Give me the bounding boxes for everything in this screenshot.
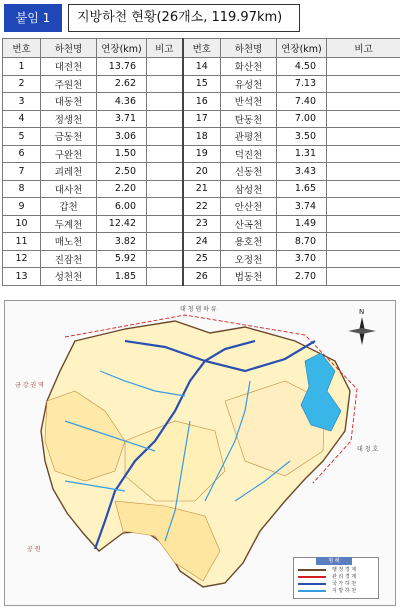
cell-length: 4.36 (97, 93, 147, 111)
cell-river-name: 갑천 (41, 198, 97, 216)
cell-river-name: 탄동천 (221, 110, 277, 128)
cell-river-name: 정생천 (41, 110, 97, 128)
cell-length: 3.70 (277, 250, 327, 268)
cell-remarks (147, 163, 183, 181)
cell-river-name: 산곡천 (221, 215, 277, 233)
cell-remarks (147, 250, 183, 268)
map-label-west: 금 강 권 역 (15, 382, 44, 389)
cell-river-name: 괴레천 (41, 163, 97, 181)
legend-swatch (298, 576, 326, 578)
cell-river-name: 대사천 (41, 180, 97, 198)
cell-remarks (327, 93, 400, 111)
cell-number: 25 (183, 250, 221, 268)
cell-remarks (327, 180, 400, 198)
cell-length: 3.43 (277, 163, 327, 181)
cell-remarks (327, 268, 400, 286)
table-row (3, 58, 400, 76)
cell-length: 1.31 (277, 145, 327, 163)
cell-river-name: 금동천 (41, 128, 97, 146)
cell-river-name: 대전천 (41, 58, 97, 76)
cell-river-name: 유성천 (221, 75, 277, 93)
cell-river-name: 용호천 (221, 233, 277, 251)
cell-number: 16 (183, 93, 221, 111)
cell-remarks (327, 145, 400, 163)
cell-remarks (327, 163, 400, 181)
cell-remarks (147, 145, 183, 163)
cell-number: 24 (183, 233, 221, 251)
legend-label: 관 리 경 계 (332, 574, 357, 580)
cell-number: 15 (183, 75, 221, 93)
legend-label: 행 정 경 계 (332, 567, 357, 573)
cell-number: 26 (183, 268, 221, 286)
cell-length: 7.40 (277, 93, 327, 111)
header-river-name-2: 하천명 (221, 39, 277, 58)
legend-swatch (298, 569, 326, 571)
cell-length: 3.06 (97, 128, 147, 146)
cell-length: 7.13 (277, 75, 327, 93)
cell-remarks (147, 180, 183, 198)
legend-title: 범 례 (316, 557, 352, 565)
cell-number: 9 (3, 198, 41, 216)
cell-number: 19 (183, 145, 221, 163)
table-row (3, 93, 400, 111)
cell-number: 5 (3, 128, 41, 146)
river-map (4, 300, 396, 606)
cell-length: 1.49 (277, 215, 327, 233)
cell-length: 6.00 (97, 198, 147, 216)
map-label-east: 대 청 호 (357, 446, 379, 453)
attachment-badge: 붙임 1 (4, 4, 62, 32)
cell-number: 20 (183, 163, 221, 181)
cell-river-name: 법동천 (221, 268, 277, 286)
table-row (3, 233, 400, 251)
cell-river-name: 오정천 (221, 250, 277, 268)
cell-number: 23 (183, 215, 221, 233)
cell-length: 2.62 (97, 75, 147, 93)
cell-river-name: 주원천 (41, 75, 97, 93)
cell-length: 2.20 (97, 180, 147, 198)
header-number: 번호 (3, 39, 41, 58)
river-status-table (2, 38, 400, 286)
cell-length: 3.71 (97, 110, 147, 128)
cell-remarks (327, 233, 400, 251)
legend-label: 국 가 하 천 (332, 581, 357, 587)
header-remarks-2: 비고 (327, 39, 400, 58)
cell-river-name: 반석천 (221, 93, 277, 111)
cell-river-name: 화산천 (221, 58, 277, 76)
cell-remarks (147, 233, 183, 251)
cell-remarks (327, 128, 400, 146)
cell-remarks (147, 58, 183, 76)
cell-river-name: 신동천 (221, 163, 277, 181)
table-row (3, 250, 400, 268)
cell-remarks (327, 110, 400, 128)
cell-number: 11 (3, 233, 41, 251)
cell-remarks (147, 128, 183, 146)
table-header-row (3, 39, 400, 58)
cell-river-name: 성천천 (41, 268, 97, 286)
cell-remarks (327, 198, 400, 216)
table-row (3, 180, 400, 198)
cell-length: 1.65 (277, 180, 327, 198)
cell-river-name: 안산천 (221, 198, 277, 216)
header-remarks: 비고 (147, 39, 183, 58)
header-number-2: 번호 (183, 39, 221, 58)
map-label-top: 대 청 댐 하 류 (180, 306, 217, 313)
document-header (4, 4, 396, 32)
cell-river-name: 관평천 (221, 128, 277, 146)
cell-number: 10 (3, 215, 41, 233)
table-row (3, 268, 400, 286)
cell-remarks (327, 75, 400, 93)
table-row (3, 163, 400, 181)
header-length: 연장(km) (97, 39, 147, 58)
cell-length: 4.50 (277, 58, 327, 76)
legend-swatch (298, 590, 326, 592)
table-row (3, 128, 400, 146)
compass-rose (348, 317, 376, 345)
cell-length: 13.76 (97, 58, 147, 76)
cell-length: 1.85 (97, 268, 147, 286)
cell-length: 8.70 (277, 233, 327, 251)
cell-number: 18 (183, 128, 221, 146)
header-length-2: 연장(km) (277, 39, 327, 58)
compass-north-label: N (359, 308, 365, 316)
map-label-south: 공 원 (27, 546, 41, 553)
cell-remarks (147, 215, 183, 233)
cell-river-name: 대동천 (41, 93, 97, 111)
cell-remarks (147, 198, 183, 216)
cell-length: 3.50 (277, 128, 327, 146)
legend-label: 지 방 하 천 (332, 588, 357, 594)
cell-length: 3.82 (97, 233, 147, 251)
cell-remarks (327, 58, 400, 76)
cell-number: 22 (183, 198, 221, 216)
cell-river-name: 구완천 (41, 145, 97, 163)
cell-number: 2 (3, 75, 41, 93)
cell-river-name: 진잠천 (41, 250, 97, 268)
cell-number: 14 (183, 58, 221, 76)
cell-remarks (147, 75, 183, 93)
map-legend (293, 557, 379, 599)
cell-remarks (147, 268, 183, 286)
table-row (3, 215, 400, 233)
table-row (3, 198, 400, 216)
cell-number: 21 (183, 180, 221, 198)
document-title: 지방하천 현황(26개소, 119.97km) (68, 4, 300, 32)
cell-length: 1.50 (97, 145, 147, 163)
cell-remarks (327, 215, 400, 233)
legend-item (298, 588, 374, 594)
cell-number: 13 (3, 268, 41, 286)
cell-number: 1 (3, 58, 41, 76)
cell-number: 4 (3, 110, 41, 128)
cell-remarks (327, 250, 400, 268)
cell-river-name: 매노천 (41, 233, 97, 251)
header-river-name: 하천명 (41, 39, 97, 58)
cell-length: 2.70 (277, 268, 327, 286)
cell-number: 17 (183, 110, 221, 128)
table-body (3, 58, 400, 286)
cell-river-name: 두계천 (41, 215, 97, 233)
cell-length: 3.74 (277, 198, 327, 216)
cell-number: 6 (3, 145, 41, 163)
cell-number: 8 (3, 180, 41, 198)
cell-number: 7 (3, 163, 41, 181)
cell-length: 2.50 (97, 163, 147, 181)
cell-remarks (147, 110, 183, 128)
cell-length: 12.42 (97, 215, 147, 233)
table-row (3, 75, 400, 93)
legend-swatch (298, 583, 326, 585)
cell-river-name: 덕진천 (221, 145, 277, 163)
cell-length: 7.00 (277, 110, 327, 128)
cell-river-name: 삼성천 (221, 180, 277, 198)
table-row (3, 110, 400, 128)
cell-number: 3 (3, 93, 41, 111)
cell-number: 12 (3, 250, 41, 268)
table-row (3, 145, 400, 163)
cell-length: 5.92 (97, 250, 147, 268)
cell-remarks (147, 93, 183, 111)
